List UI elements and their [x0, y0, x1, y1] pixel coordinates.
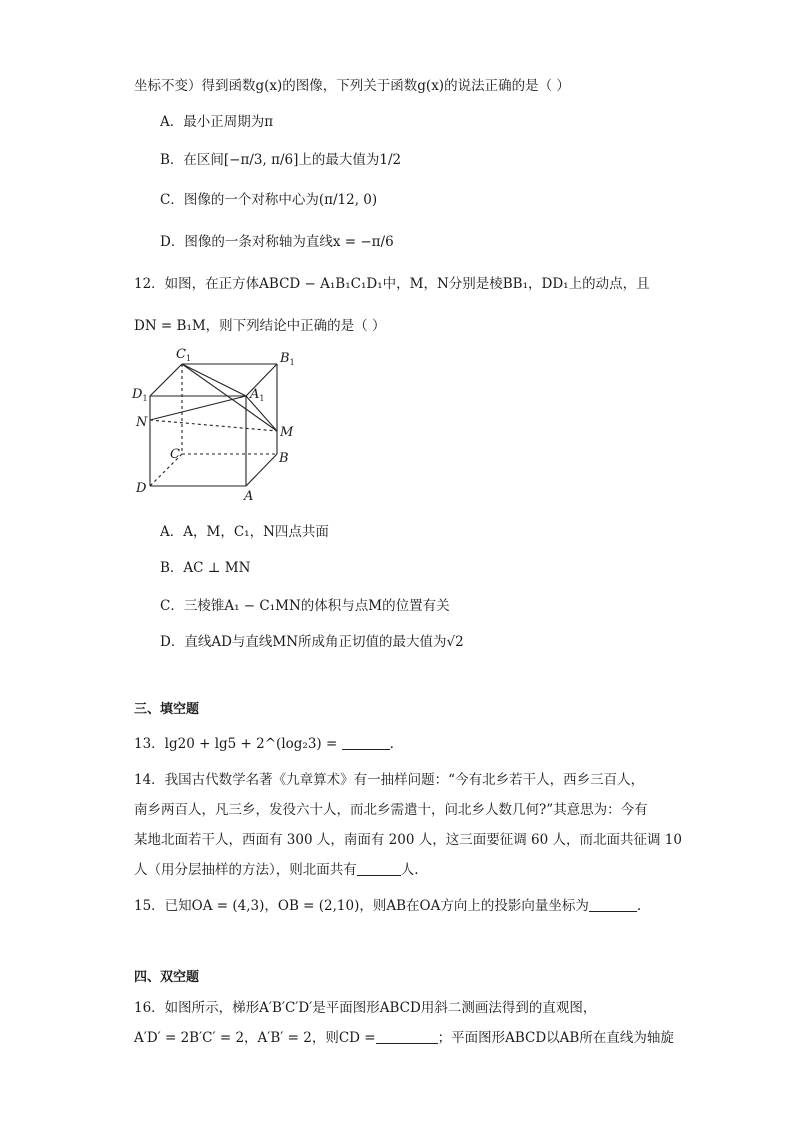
label-b: B — [279, 451, 289, 466]
q15-blank[interactable] — [589, 897, 637, 912]
q16-blank[interactable] — [376, 1029, 438, 1044]
q11-option-a: A．最小正周期为π — [160, 114, 274, 130]
q14-blank[interactable] — [357, 861, 401, 876]
q14-line4-start: 人（用分层抽样的方法），则北面共有 — [134, 862, 357, 878]
q12-stem-line2: DN = B₁M，则下列结论中正确的是（ ） — [134, 318, 386, 334]
q16-line1: 16．如图所示，梯形A′B′C′D′是平面图形ABCD用斜二测画法得到的直观图， — [134, 1000, 597, 1016]
q13-text: 13．lg20 + lg5 + 2^(log₂3) = — [134, 736, 338, 752]
q14-line4 — [134, 858, 419, 878]
q14-line3: 某地北面若干人，西面有 300 人，南面有 200 人，这三面要征调 60 人，而北面共征调 10 — [134, 832, 682, 848]
q13-blank[interactable] — [342, 735, 390, 750]
q11-option-b: B．在区间[−π/3, π/6]上的最大值为1/2 — [160, 152, 402, 168]
label-c1: $C_1$ — [176, 347, 192, 363]
q12-option-c: C．三棱锥A₁ − C₁MN的体积与点M的位置有关 — [160, 598, 450, 614]
q11-option-d: D．图像的一条对称轴为直线x = −π/6 — [160, 234, 394, 250]
edge-a-b — [246, 454, 277, 486]
q12-option-a: A．A，M，C₁，N四点共面 — [160, 524, 329, 540]
q15-end: . — [636, 898, 642, 914]
q13-end: . — [389, 736, 394, 752]
label-c: C — [170, 447, 180, 462]
q16-line2 — [134, 1026, 674, 1046]
q16-line2-end: ；平面图形ABCD以AB所在直线为轴旋 — [437, 1030, 674, 1046]
q12-stem-line1: 12．如图，在正方体ABCD − A₁B₁C₁D₁中，M，N分别是棱BB₁，DD₁上的动点，且 — [134, 276, 650, 292]
edge-d1-c1 — [150, 364, 182, 396]
q12-option-d: D．直线AD与直线MN所成角正切值的最大值为√2 — [160, 634, 464, 650]
q11-stem-tail: 坐标不变）得到函数g(x)的图像，下列关于函数g(x)的说法正确的是（ ） — [134, 78, 570, 94]
segment-c1-a1 — [182, 364, 246, 396]
q15-text: 15．已知OA = (4,3)，OB = (2,10)，则AB在OA方向上的投影向量坐标为 — [134, 898, 589, 914]
label-b1: $B_1$ — [280, 351, 295, 367]
label-n: N — [136, 415, 148, 430]
cube-figure — [128, 340, 318, 510]
q11-option-c: C．图像的一个对称中心为(π/12, 0) — [160, 192, 378, 208]
segment-n-a1 — [150, 396, 246, 420]
label-m: M — [280, 425, 294, 440]
q14-line2: 南乡两百人，凡三乡，发役六十人，而北乡需遣十，问北乡人数几何?”其意思为：今有 — [134, 802, 648, 818]
q15-line — [134, 894, 641, 914]
q16-line2-start: A′D′ = 2B′C′ = 2，A′B′ = 2，则CD = — [134, 1030, 376, 1046]
label-d: D — [136, 481, 147, 496]
segment-n-m-hidden — [150, 420, 277, 431]
label-a1: $A_1$ — [250, 387, 265, 403]
label-a: A — [244, 489, 254, 504]
section-heading-fill-in: 三、填空题 — [134, 702, 200, 717]
section-heading-double-blank: 四、双空题 — [134, 970, 200, 985]
q14-line4-end: 人. — [400, 862, 419, 878]
label-d1: $D_1$ — [132, 387, 148, 403]
q12-option-b: B．AC ⊥ MN — [160, 560, 251, 576]
q14-line1: 14．我国古代数学名著《九章算术》有一抽样问题：“今有北乡若干人，西乡三百人， — [134, 772, 645, 788]
q13-line — [134, 732, 394, 752]
